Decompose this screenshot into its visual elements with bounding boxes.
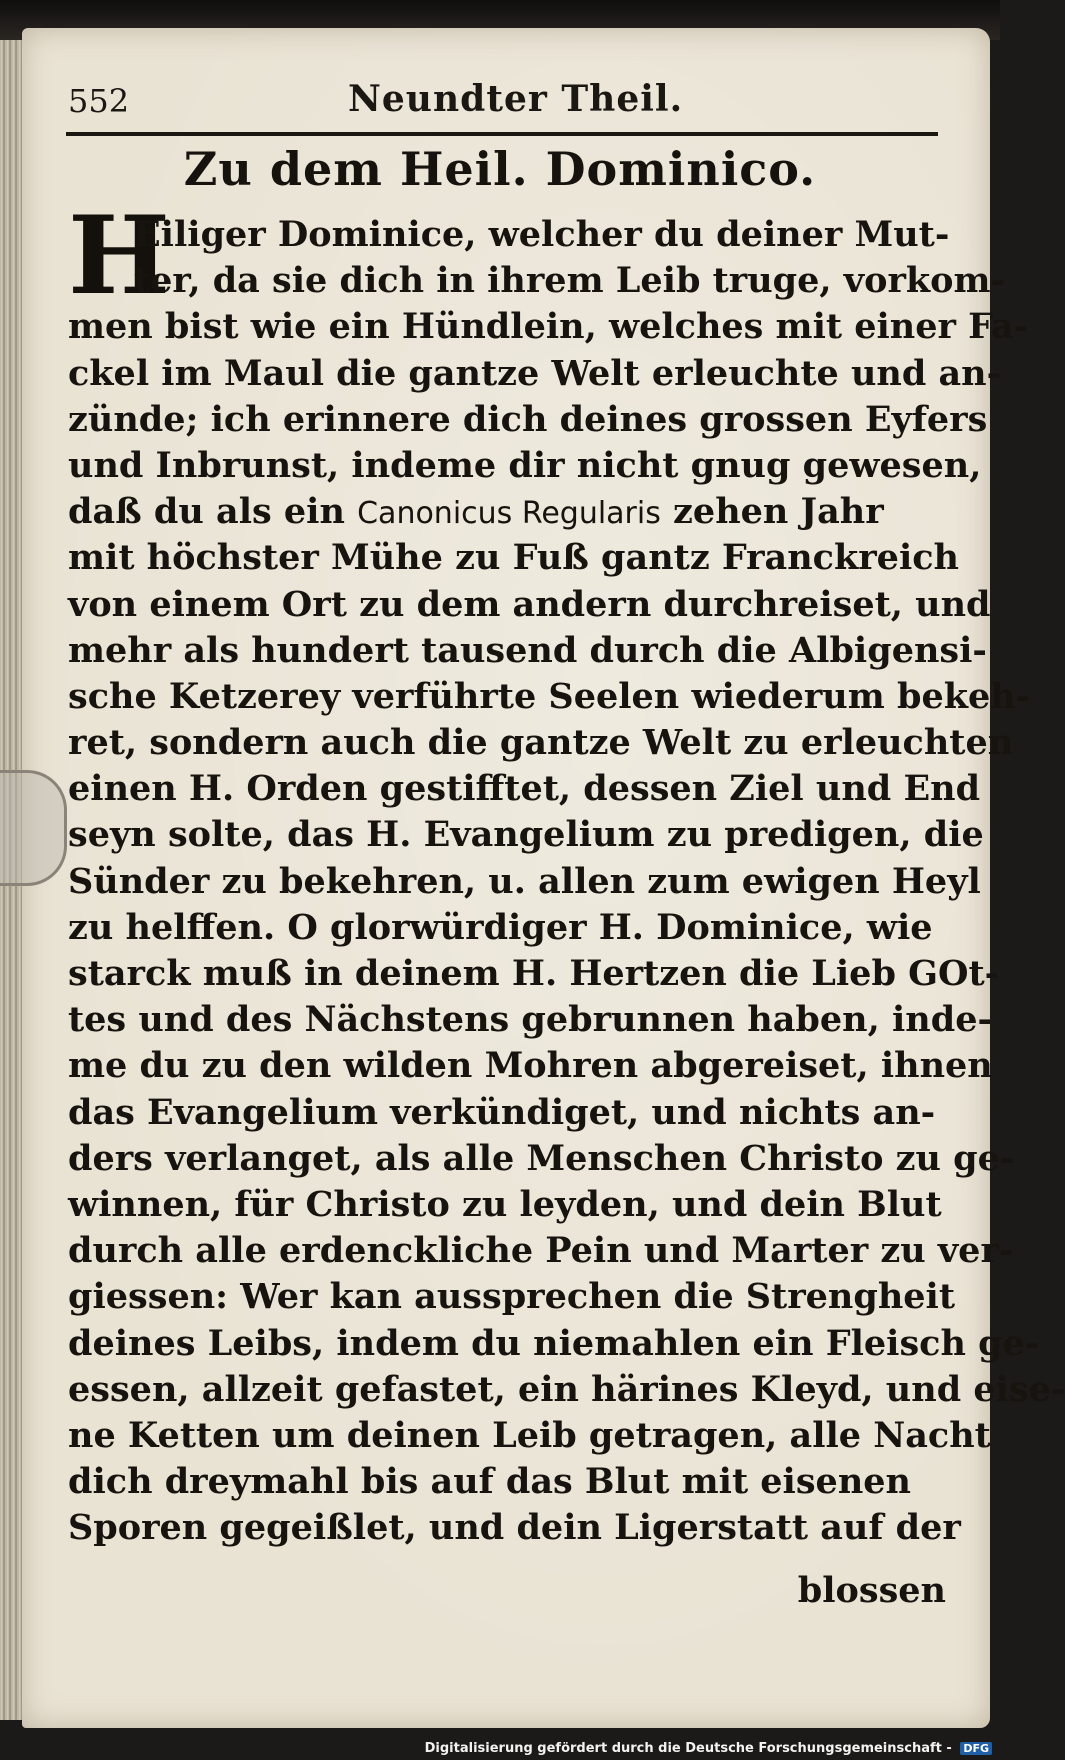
running-head: Neundter Theil.: [348, 78, 684, 120]
digitization-credit: [425, 1741, 992, 1756]
text-segment: daß du als ein: [68, 491, 345, 533]
credit-text: Digitalisierung gefördert durch die Deutsche Forschungsgemeinschaft -: [424, 1741, 952, 1756]
text-line: von einem Ort zu dem andern durchreiset, und: [68, 583, 991, 625]
page-number: 552: [68, 82, 130, 120]
text-line: ter, da sie dich in ihrem Leib truge, vorkom-: [134, 260, 1006, 302]
text-line: das Evangelium verkündiget, und nichts an-: [68, 1091, 936, 1133]
text-line: mit höchster Mühe zu Fuß gantz Franckreich: [68, 537, 959, 579]
text-line: giessen: Wer kan aussprechen die Strengheit: [68, 1276, 956, 1318]
text-line: starck muß in deinem H. Hertzen die Lieb GOt-: [68, 953, 1000, 994]
text-line: sche Ketzerey verführte Seelen wiederum bekeh-: [68, 675, 1031, 717]
dfg-logo: DFG: [960, 1742, 992, 1755]
text-line: winnen, für Christo zu leyden, und dein Blut: [68, 1183, 942, 1225]
text-line: tes und des Nächstens gebrunnen haben, inde-: [68, 999, 992, 1041]
text-line: deines Leibs, indem du niemahlen ein Fleisch ge-: [68, 1322, 1040, 1364]
page-header: [68, 78, 938, 128]
text-line: dich dreymahl bis auf das Blut mit eisenen: [68, 1461, 911, 1503]
text-line: me du zu den wilden Mohren abgereiset, ihnen: [68, 1045, 993, 1087]
catchword: blossen: [797, 1570, 946, 1611]
text-line: men bist wie ein Hündlein, welches mit einer Fa-: [68, 306, 1029, 348]
text-line: und Inbrunst, indeme dir nicht gnug gewesen,: [68, 444, 982, 486]
body-text: [68, 193, 1065, 1551]
text-line: einen H. Orden gestifftet, dessen Ziel und End: [68, 768, 981, 810]
text-segment: zehen Jahr: [660, 491, 884, 533]
book-clasp: [0, 770, 67, 886]
text-line: ckel im Maul die gantze Welt erleuchte und an-: [68, 352, 1002, 394]
text-line: mehr als hundert tausend durch die Albigensi-: [68, 629, 987, 671]
text-line: Eiliger Dominice, welcher du deiner Mut-: [134, 214, 950, 255]
text-line: ders verlanget, als alle Menschen Christo zu ge-: [68, 1137, 1015, 1179]
text-line: ret, sondern auch die gantze Welt zu erleuchten: [68, 722, 1014, 764]
text-line: essen, allzeit gefastet, ein härines Kleyd, und eise-: [68, 1368, 1065, 1410]
drop-cap: H: [68, 193, 171, 319]
text-line: Sünder zu bekehren, u. allen zum ewigen Heyl: [68, 860, 981, 902]
antiqua-phrase: Canonicus Regularis: [357, 496, 661, 532]
text-line: zu helffen. O glorwürdiger H. Dominice, wie: [68, 906, 933, 948]
header-rule: [66, 132, 938, 136]
section-heading: Zu dem Heil. Dominico.: [183, 142, 817, 196]
text-line: ne Ketten um deinen Leib getragen, alle Nacht: [68, 1414, 991, 1456]
text-line: durch alle erdenckliche Pein und Marter zu ver-: [68, 1230, 1014, 1272]
text-line: zünde; ich erinnere dich deines grossen Eyfers: [68, 398, 988, 440]
text-line: seyn solte, das H. Evangelium zu predigen, die: [68, 814, 984, 856]
text-line: Sporen gegeißlet, und dein Ligerstatt auf der: [68, 1507, 961, 1549]
text-line-with-antiqua: [68, 489, 948, 535]
